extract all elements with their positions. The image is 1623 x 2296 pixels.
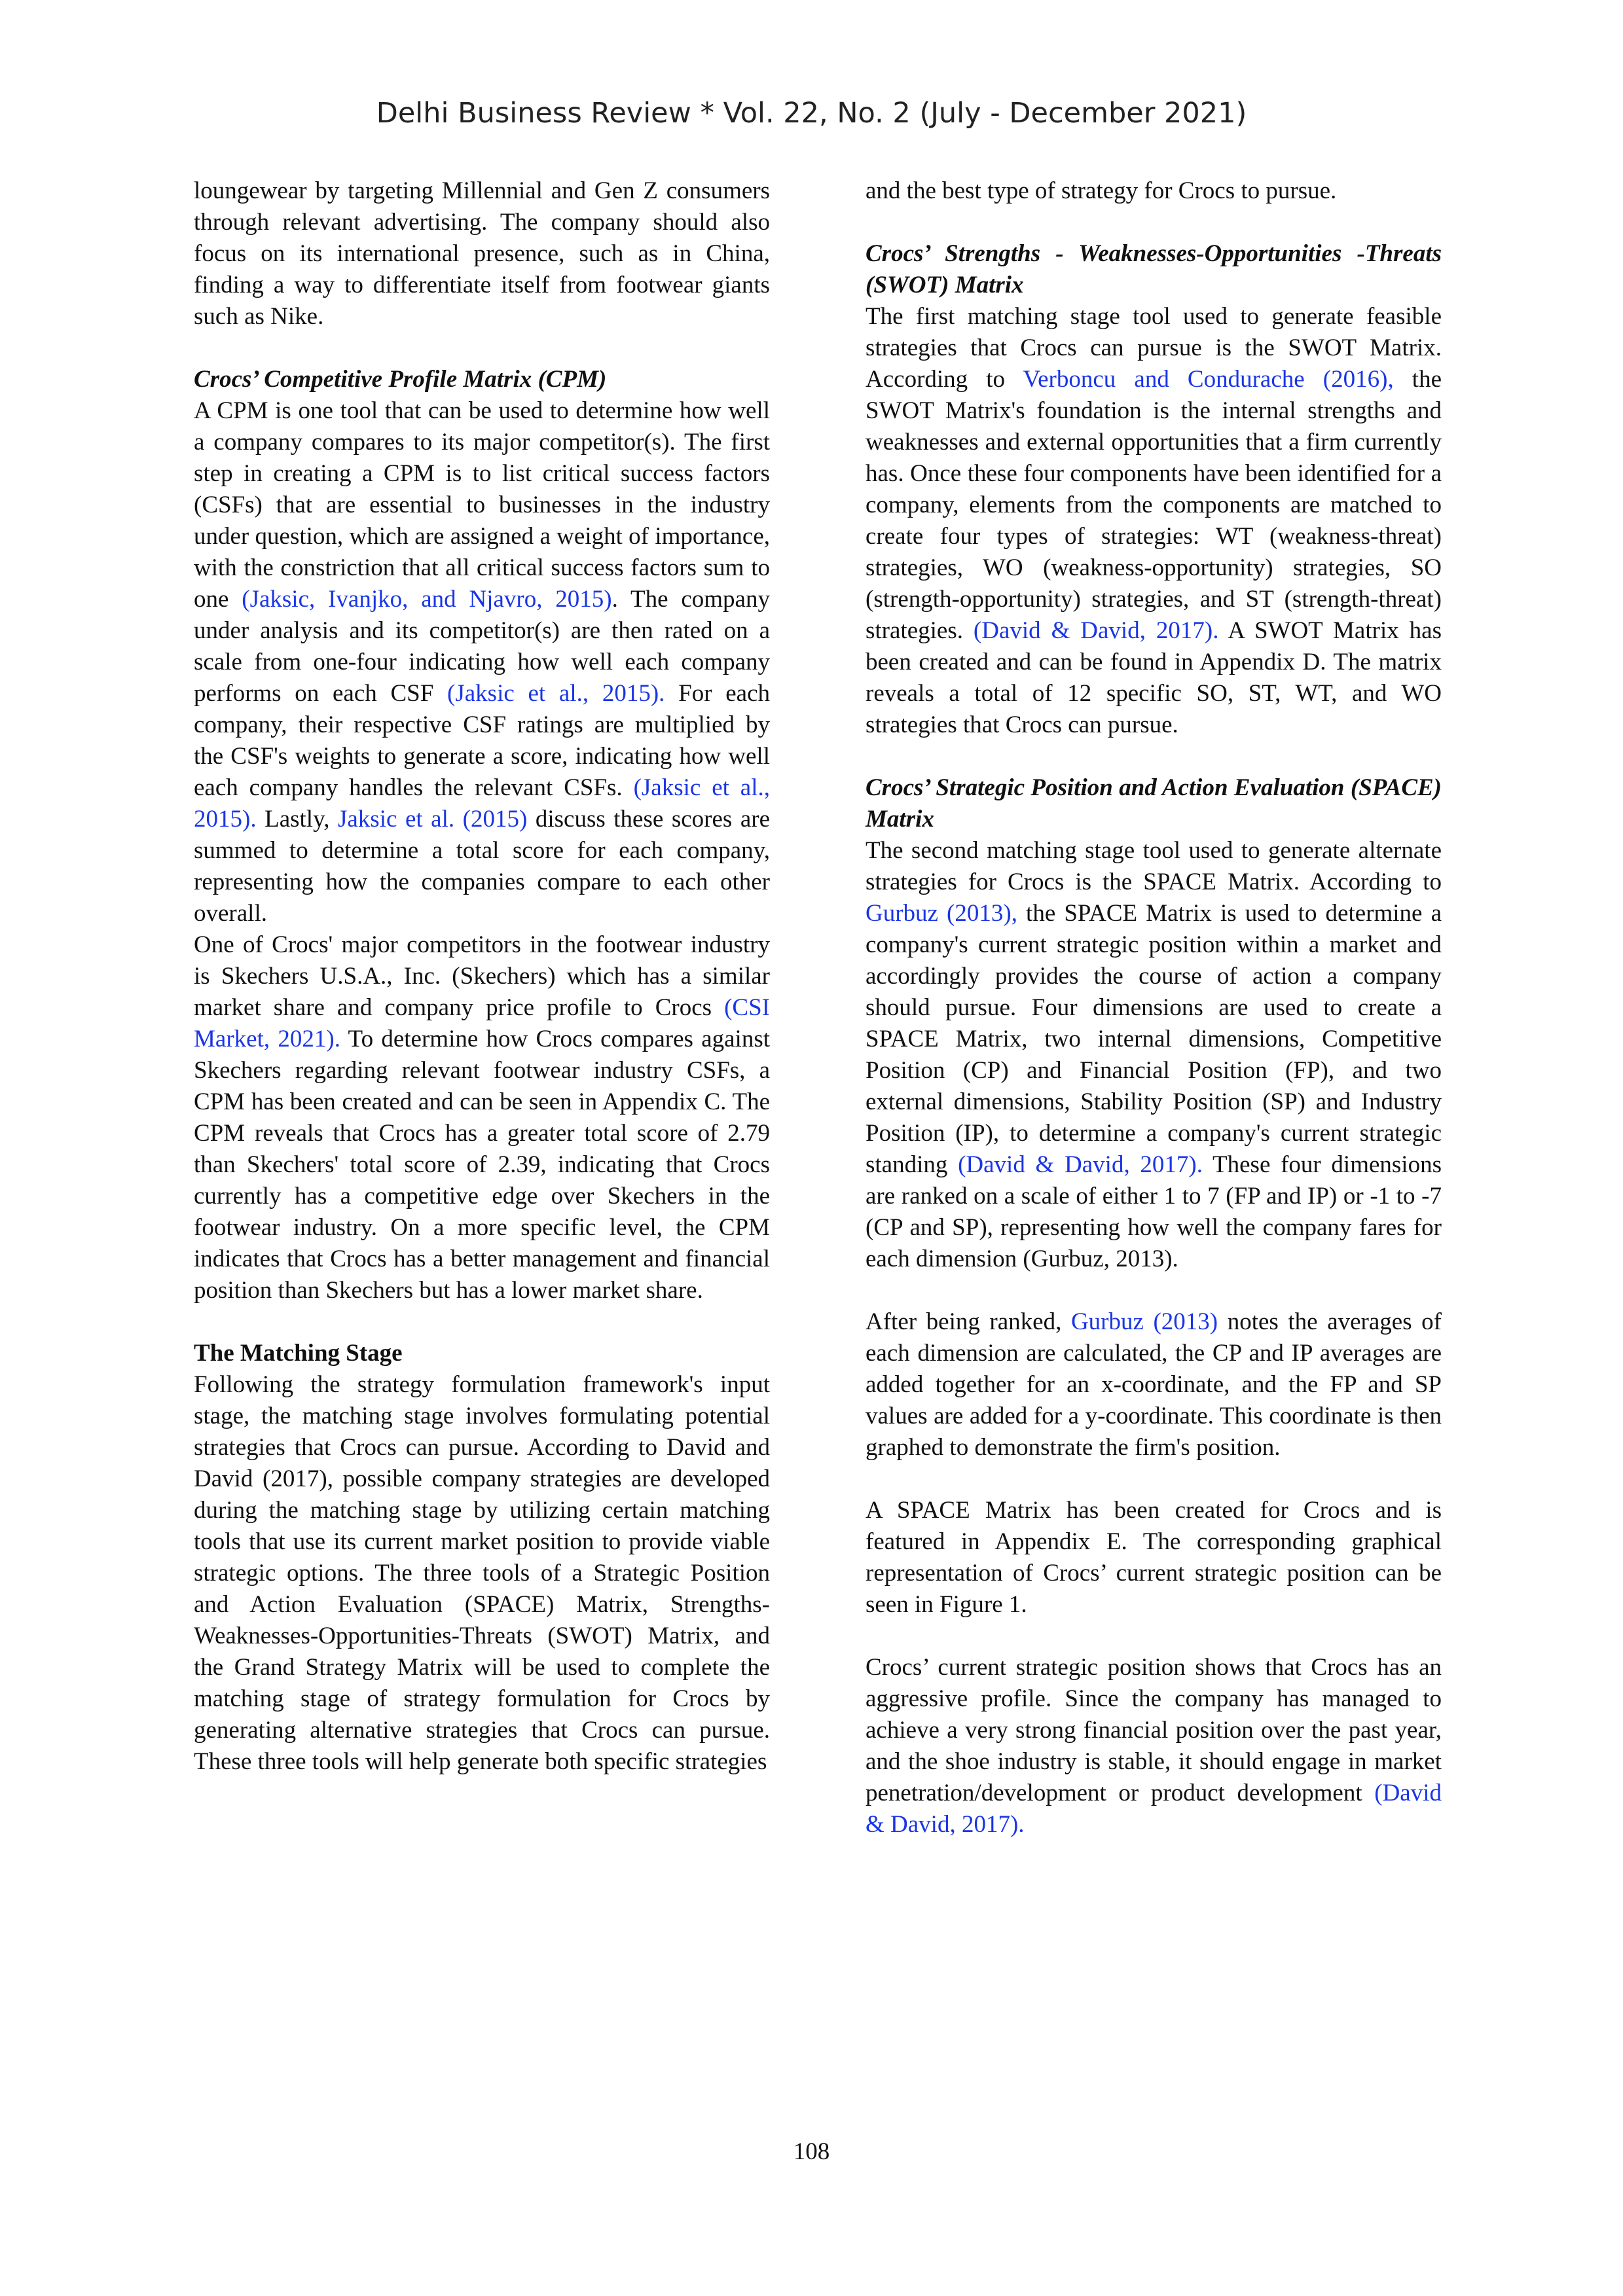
citation-link[interactable]: Gurbuz (2013) <box>1070 1308 1218 1335</box>
text-run: A CPM is one tool that can be used to determine how well a company compares to its major competitor(s). The first step in creating a CPM is to list critical success factors (CSFs) that are essential to businesses in the industry under question, which are assigned a weight of importance, with the constriction that all critical success factors sum to one <box>194 397 770 613</box>
text-run: The second matching stage tool used to generate alternate strategies for Crocs is the SPACE Matrix. According to <box>866 837 1442 895</box>
space-paragraph-3: A SPACE Matrix has been created for Crocs and is featured in Appendix E. The corresponding graphical representation of Crocs’ current strategic position can be seen in Figure 1. <box>866 1497 1442 1618</box>
text-run: These four dimensions are ranked on a scale of either 1 to 7 (FP and IP) or -1 to -7 (CP and SP), representing how well the company fares for each dimension (Gurbuz, 2013). <box>866 1151 1442 1272</box>
text-run: Lastly, <box>256 806 338 833</box>
running-header: Delhi Business Review * Vol. 22, No. 2 (July - December 2021) <box>376 97 1247 130</box>
space-heading: Crocs’ Strategic Position and Action Evaluation (SPACE) Matrix <box>866 774 1442 833</box>
citation-link[interactable]: (Jaksic et al., 2015). <box>447 680 665 707</box>
left-column <box>194 175 770 1778</box>
text-run: . The company under analysis and its competitor(s) are then rated on a scale from one-four indicating how well each company performs on each CSF <box>194 586 770 707</box>
page-number: 108 <box>793 2138 830 2165</box>
cpm-paragraph-1 <box>194 395 770 929</box>
cpm-paragraph-2 <box>194 929 770 1306</box>
text-run: The first matching stage tool used to generate feasible strategies that Crocs can pursue is the SWOT Matrix. According to <box>866 303 1442 393</box>
text-run: Crocs’ current strategic position shows that Crocs has an aggressive profile. Since the company has managed to achieve a very strong financial position over the past year, and the shoe industry is stable, it should engage in market penetration/development or product development <box>866 1654 1442 1806</box>
text-run: the SPACE Matrix is used to determine a company's current strategic position within a market and accordingly provides the course of action a company should pursue. Four dimensions are used to create a SPACE Matrix, two internal dimensions, Competitive Position (CP) and Financial Position (FP), and two external dimensions, Stability Position (SP) and Industry Position (IP), to determine a company's current strategic standing <box>866 900 1442 1178</box>
continuation-paragraph: and the best type of strategy for Crocs to pursue. <box>866 177 1337 204</box>
text-run: To determine how Crocs compares against Skechers regarding relevant footwear industry CSFs, a CPM has been created and can be seen in Appendix C. The CPM reveals that Crocs has a greater total score of 2.79 than Skechers' total score of 2.39, indicating that Crocs currently has a competitive edge over Skechers in the footwear industry. On a more specific level, the CPM indicates that Crocs has a better management and financial position than Skechers but has a lower market share. <box>194 1026 771 1304</box>
space-paragraph-1 <box>866 835 1442 1275</box>
cpm-heading: Crocs’ Competitive Profile Matrix (CPM) <box>194 366 607 393</box>
text-run: the SWOT Matrix's foundation is the internal strengths and weaknesses and external opportunities that a firm currently has. Once these four components have been identified for a company, elements from the components are matched to create four types of strategies: WT (weakness-threat) strategies, WO (weakness-opportunity) strategies, SO (strength-opportunity) strategies, and ST (strength-threat) strategies. <box>866 366 1442 644</box>
citation-link[interactable]: (Jaksic, Ivanjko, and Njavro, 2015) <box>242 586 612 613</box>
space-paragraph-2 <box>866 1306 1442 1463</box>
text-run: For each company, their respective CSF ratings are multiplied by the CSF's weights to generate a score, indicating how well each company handles the relevant CSFs. <box>194 680 770 801</box>
matching-stage-heading: The Matching Stage <box>194 1340 403 1367</box>
citation-link[interactable]: Verboncu and Condurache (2016), <box>1023 366 1394 393</box>
text-run: A SWOT Matrix has been created and can be found in Appendix D. The matrix reveals a total of 12 specific SO, ST, WT, and WO strategies that Crocs can pursue. <box>866 617 1442 738</box>
swot-heading: Crocs’ Strengths - Weaknesses-Opportunities -Threats (SWOT) Matrix <box>866 240 1442 298</box>
text-run: discuss these scores are summed to determine a total score for each company, representing how the companies compare to each other overall. <box>194 806 770 927</box>
right-column <box>866 175 1442 1840</box>
text-run: One of Crocs' major competitors in the footwear industry is Skechers U.S.A., Inc. (Skechers) which has a similar market share and company price profile to Crocs <box>194 931 770 1021</box>
intro-paragraph: loungewear by targeting Millennial and Gen Z consumers through relevant advertising. The company should also focus on its international presence, such as in China, finding a way to differentiate itself from footwear giants such as Nike. <box>194 177 770 330</box>
citation-link[interactable]: Gurbuz (2013), <box>866 900 1017 927</box>
citation-link[interactable]: (David & David, 2017). <box>973 617 1219 644</box>
citation-link[interactable]: (David & David, 2017). <box>958 1151 1203 1178</box>
text-run: After being ranked, <box>866 1308 1071 1335</box>
matching-stage-paragraph: Following the strategy formulation framework's input stage, the matching stage involves formulating potential strategies that Crocs can pursue. According to David and David (2017), possible company strategies are developed during the matching stage by utilizing certain matching tools that use its current market position to provide viable strategic options. The three tools of a Strategic Position and Action Evaluation (SPACE) Matrix, Strengths-Weaknesses-Opportunities-Threats (SWOT) Matrix, and the Grand Strategy Matrix will be used to complete the matching stage of strategy formulation for Crocs by generating alternative strategies that Crocs can pursue. These three tools will help generate both specific strategies <box>194 1371 770 1775</box>
citation-link[interactable]: (David & David, 2017). <box>866 1780 1442 1838</box>
swot-paragraph <box>866 301 1442 741</box>
citation-link[interactable]: (CSI Market, 2021). <box>194 994 770 1052</box>
citation-link[interactable]: (Jaksic et al., 2015). <box>194 774 770 833</box>
citation-link[interactable]: Jaksic et al. (2015) <box>337 806 528 833</box>
space-paragraph-4 <box>866 1652 1442 1840</box>
text-run: notes the averages of each dimension are calculated, the CP and IP averages are added together for an x-coordinate, and the FP and SP values are added for a y-coordinate. This coordinate is then graphed to demonstrate the firm's position. <box>866 1308 1442 1461</box>
